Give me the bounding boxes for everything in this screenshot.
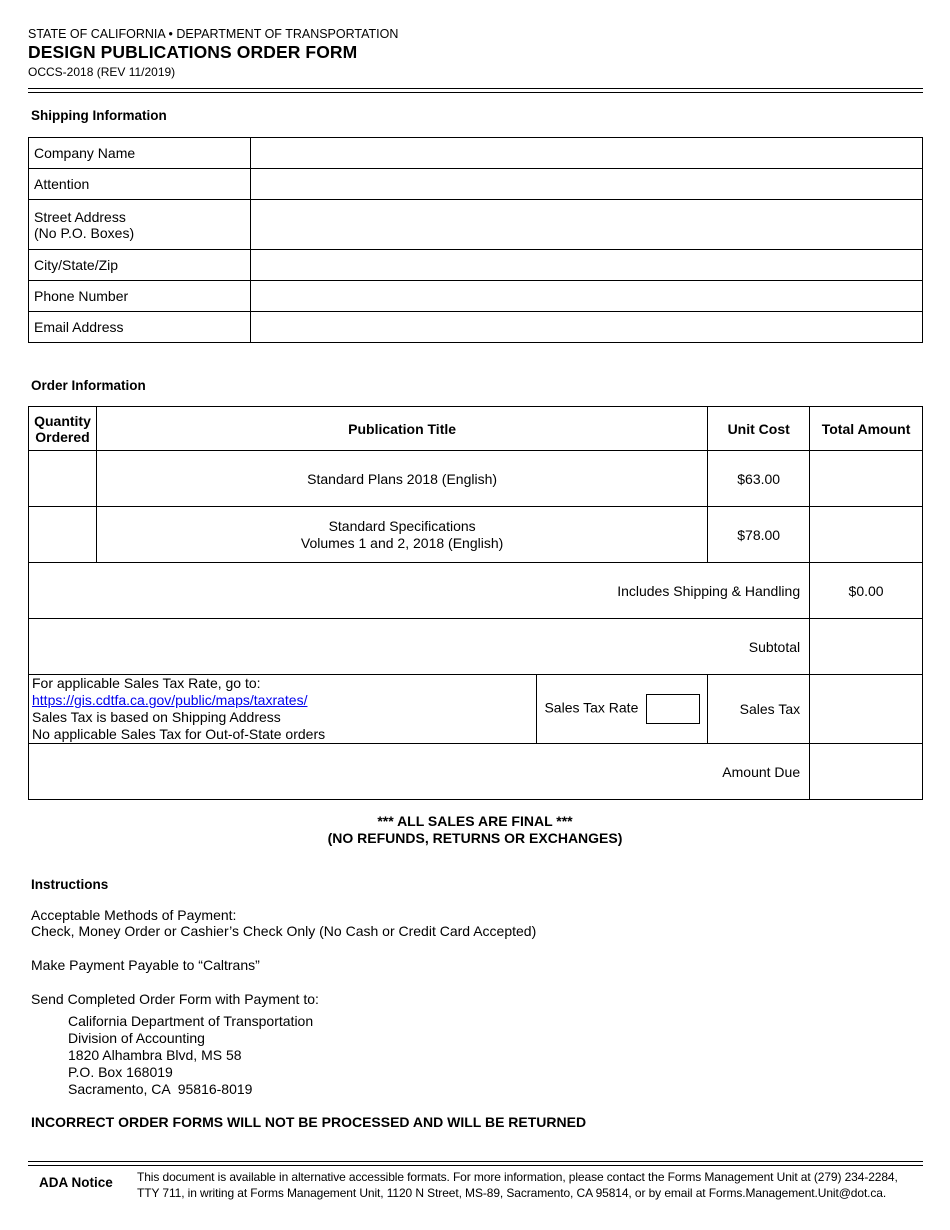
order-header-row bbox=[29, 407, 923, 451]
sales-tax-row bbox=[29, 675, 923, 744]
address-line: P.O. Box 168019 bbox=[68, 1064, 173, 1080]
total-amount-field[interactable] bbox=[810, 507, 923, 563]
agency-heading: STATE OF CALIFORNIA • DEPARTMENT OF TRANSPORTATION bbox=[28, 27, 399, 41]
city-state-zip-label: City/State/Zip bbox=[29, 250, 251, 281]
incorrect-forms-warning: INCORRECT ORDER FORMS WILL NOT BE PROCESSED AND WILL BE RETURNED bbox=[31, 1114, 587, 1130]
sales-tax-note-line2: Sales Tax is based on Shipping Address bbox=[32, 709, 281, 725]
attention-field[interactable] bbox=[251, 169, 923, 200]
sales-tax-notes bbox=[29, 675, 537, 744]
publication-title-line1: Standard Specifications bbox=[328, 517, 476, 534]
sales-tax-label: Sales Tax bbox=[708, 675, 810, 744]
sales-tax-note-line1 bbox=[32, 675, 536, 709]
shipping-row-company bbox=[29, 138, 923, 169]
shipping-handling-value: $0.00 bbox=[810, 563, 923, 619]
ada-notice-label: ADA Notice bbox=[39, 1175, 113, 1190]
footer-divider-top bbox=[28, 1161, 923, 1162]
sales-tax-rate-cell bbox=[537, 675, 708, 744]
address-line: Division of Accounting bbox=[68, 1030, 205, 1046]
amount-due-label: Amount Due bbox=[29, 744, 810, 800]
total-amount-field[interactable] bbox=[810, 451, 923, 507]
tax-rate-link[interactable]: https://gis.cdtfa.ca.gov/public/maps/taxrates/ bbox=[32, 692, 308, 708]
shipping-row-email bbox=[29, 312, 923, 343]
publication-title bbox=[96, 507, 707, 563]
city-state-zip-field[interactable] bbox=[251, 250, 923, 281]
company-name-label: Company Name bbox=[29, 138, 251, 169]
payment-methods-label: Acceptable Methods of Payment: bbox=[31, 907, 237, 923]
shipping-row-phone bbox=[29, 281, 923, 312]
form-title: DESIGN PUBLICATIONS ORDER FORM bbox=[28, 42, 358, 62]
ada-notice-text bbox=[137, 1170, 898, 1201]
sales-tax-rate-field[interactable] bbox=[646, 694, 700, 724]
sales-tax-field[interactable] bbox=[810, 675, 923, 744]
header-divider-bottom bbox=[28, 92, 923, 93]
subtotal-row bbox=[29, 619, 923, 675]
street-address-label-line1: Street Address bbox=[34, 208, 126, 225]
publication-title-line1: Standard Plans 2018 (English) bbox=[307, 470, 498, 487]
quantity-column-header bbox=[29, 407, 97, 451]
ada-notice-line2: TTY 711, in writing at Forms Management Unit, 1120 N Street, MS-89, Sacramento, CA 95814, or by email at Forms.Management.Unit@dot.ca. bbox=[137, 1185, 887, 1200]
shipping-row-city bbox=[29, 250, 923, 281]
instructions-title: Instructions bbox=[31, 877, 109, 892]
publication-title-line2: Volumes 1 and 2, 2018 (English) bbox=[300, 534, 504, 551]
street-address-label-line2: (No P.O. Boxes) bbox=[34, 224, 135, 241]
publication-title bbox=[96, 451, 707, 507]
phone-number-field[interactable] bbox=[251, 281, 923, 312]
total-amount-column-header: Total Amount bbox=[810, 407, 923, 451]
company-name-field[interactable] bbox=[251, 138, 923, 169]
email-address-field[interactable] bbox=[251, 312, 923, 343]
sales-tax-note-text: For applicable Sales Tax Rate, go to: bbox=[32, 675, 261, 691]
footer-divider-bottom bbox=[28, 1165, 923, 1166]
no-refunds-notice: (NO REFUNDS, RETURNS OR EXCHANGES) bbox=[327, 830, 623, 846]
ada-notice-line1: This document is available in alternative accessible formats. For more information, please contact the Forms Management Unit at (279) 234-2284, bbox=[137, 1170, 898, 1184]
shipping-handling-row bbox=[29, 563, 923, 619]
street-address-field[interactable] bbox=[251, 200, 923, 250]
payment-methods-text: Check, Money Order or Cashier’s Check Only (No Cash or Credit Card Accepted) bbox=[31, 923, 537, 939]
quantity-header-line2: Ordered bbox=[35, 428, 90, 445]
unit-cost: $78.00 bbox=[708, 507, 810, 563]
phone-number-label: Phone Number bbox=[29, 281, 251, 312]
quantity-field[interactable] bbox=[29, 451, 97, 507]
final-sales-notice: *** ALL SALES ARE FINAL *** bbox=[377, 813, 573, 829]
shipping-handling-label: Includes Shipping & Handling bbox=[29, 563, 810, 619]
street-address-label bbox=[29, 200, 251, 250]
shipping-section-title: Shipping Information bbox=[31, 108, 167, 123]
quantity-header-line1: Quantity bbox=[34, 412, 91, 429]
order-item-row bbox=[29, 451, 923, 507]
unit-cost: $63.00 bbox=[708, 451, 810, 507]
attention-label: Attention bbox=[29, 169, 251, 200]
mailing-address bbox=[68, 1013, 313, 1098]
shipping-row-street bbox=[29, 200, 923, 250]
email-address-label: Email Address bbox=[29, 312, 251, 343]
shipping-row-attention bbox=[29, 169, 923, 200]
subtotal-label: Subtotal bbox=[29, 619, 810, 675]
header-divider-top bbox=[28, 88, 923, 89]
subtotal-field[interactable] bbox=[810, 619, 923, 675]
amount-due-row bbox=[29, 744, 923, 800]
form-code: OCCS-2018 (REV 11/2019) bbox=[28, 65, 176, 79]
payable-to-text: Make Payment Payable to “Caltrans” bbox=[31, 957, 260, 973]
send-to-text: Send Completed Order Form with Payment to: bbox=[31, 991, 319, 1007]
address-line: 1820 Alhambra Blvd, MS 58 bbox=[68, 1047, 242, 1063]
order-info-table bbox=[28, 406, 923, 800]
sales-tax-note-line3: No applicable Sales Tax for Out-of-State orders bbox=[32, 726, 326, 742]
publication-title-column-header: Publication Title bbox=[96, 407, 707, 451]
unit-cost-column-header: Unit Cost bbox=[708, 407, 810, 451]
address-line: Sacramento, CA 95816-8019 bbox=[68, 1081, 253, 1097]
shipping-info-table bbox=[28, 137, 923, 343]
order-section-title: Order Information bbox=[31, 378, 146, 393]
address-line: California Department of Transportation bbox=[68, 1013, 314, 1029]
order-item-row bbox=[29, 507, 923, 563]
quantity-field[interactable] bbox=[29, 507, 97, 563]
amount-due-field[interactable] bbox=[810, 744, 923, 800]
sales-tax-rate-label: Sales Tax Rate bbox=[544, 699, 639, 716]
